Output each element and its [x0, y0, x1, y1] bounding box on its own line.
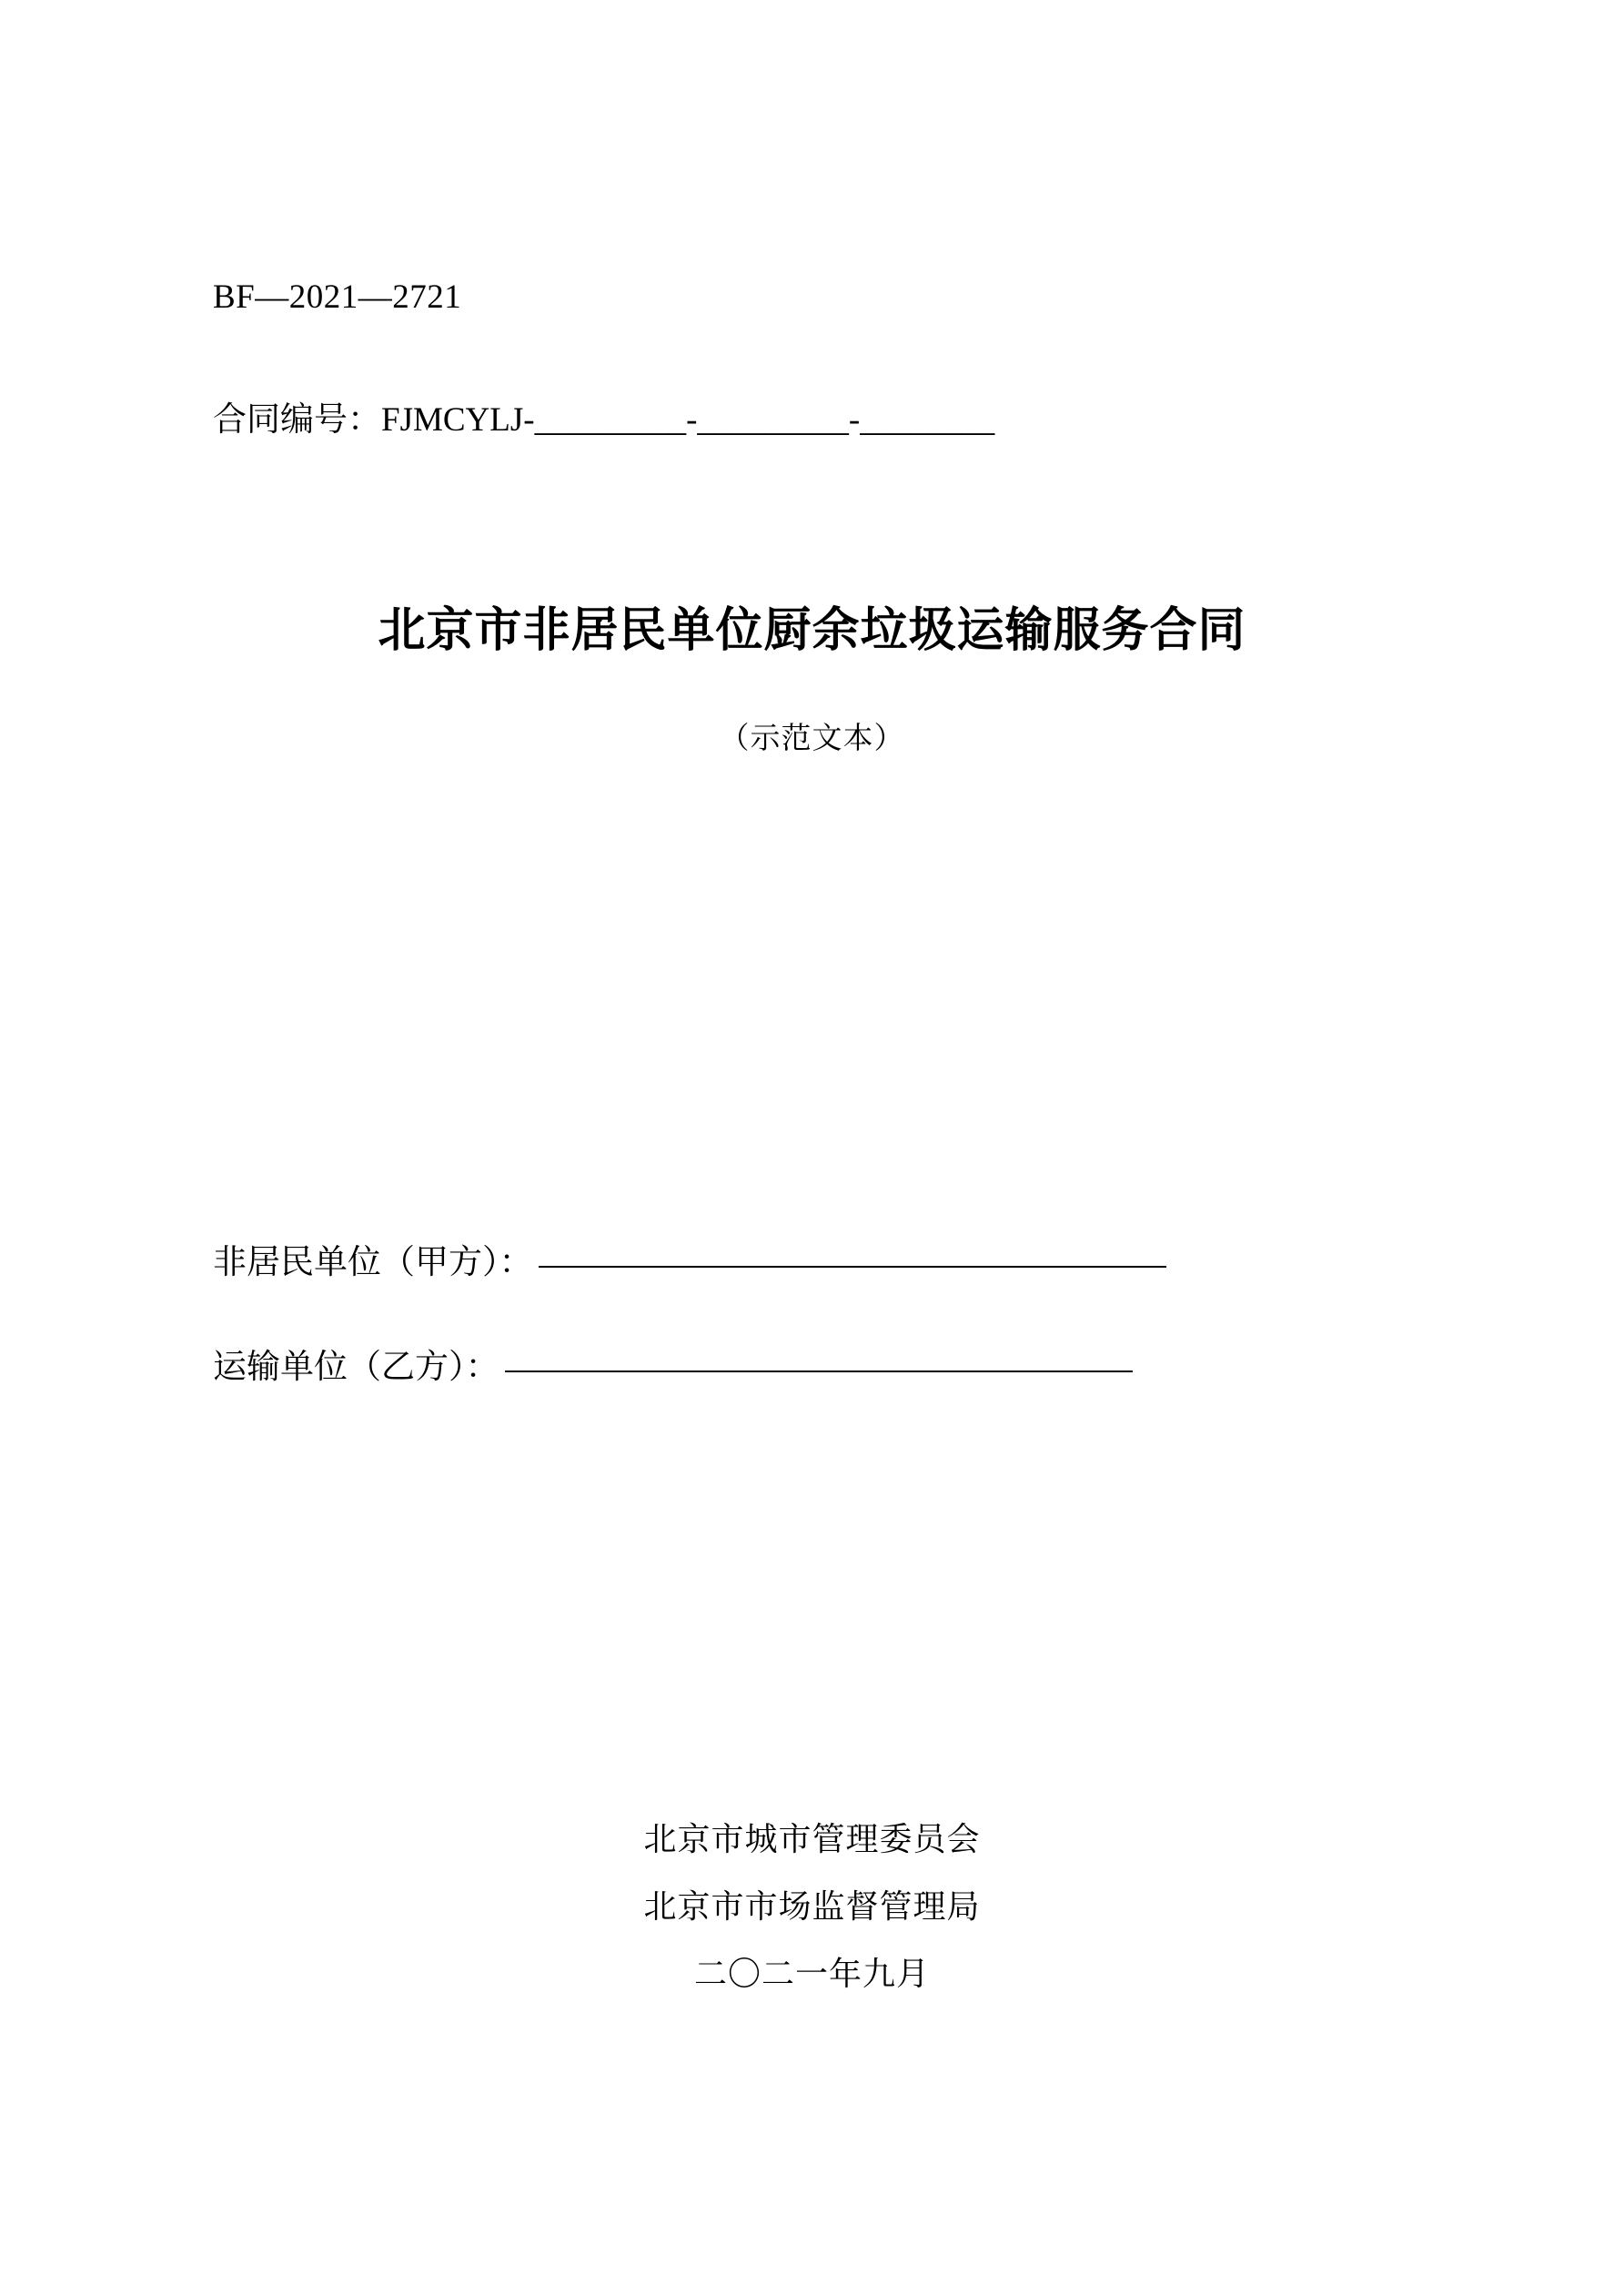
contract-number-line: [213, 391, 994, 440]
issuing-authority-block: [0, 1806, 1624, 2008]
page-title: 北京市非居民单位厨余垃圾运输服务合同: [378, 603, 1246, 658]
party-line-second: [213, 1315, 1166, 1420]
page-subtitle: （示范文本）: [719, 723, 905, 755]
party-label-second: 运输单位（乙方）：: [213, 1349, 499, 1386]
contract-number-blanks: _________-_________-________: [534, 401, 995, 439]
party-signature-block: [213, 1210, 1166, 1420]
issuing-authority-market-supervision: 北京市市场监督管理局: [643, 1888, 981, 1926]
party-line-first: [213, 1210, 1166, 1315]
party-label-first: 非居民单位（甲方）：: [213, 1244, 533, 1281]
party-input-second[interactable]: [505, 1371, 1133, 1372]
issuing-authority-city-management: 北京市城市管理委员会: [643, 1821, 981, 1858]
issue-date: 二〇二一年九月: [693, 1956, 930, 1993]
party-input-first[interactable]: [539, 1266, 1166, 1268]
contract-number-label: 合同编号：FJMCYLJ-: [213, 401, 535, 439]
form-code: BF—2021—2721: [213, 278, 462, 316]
